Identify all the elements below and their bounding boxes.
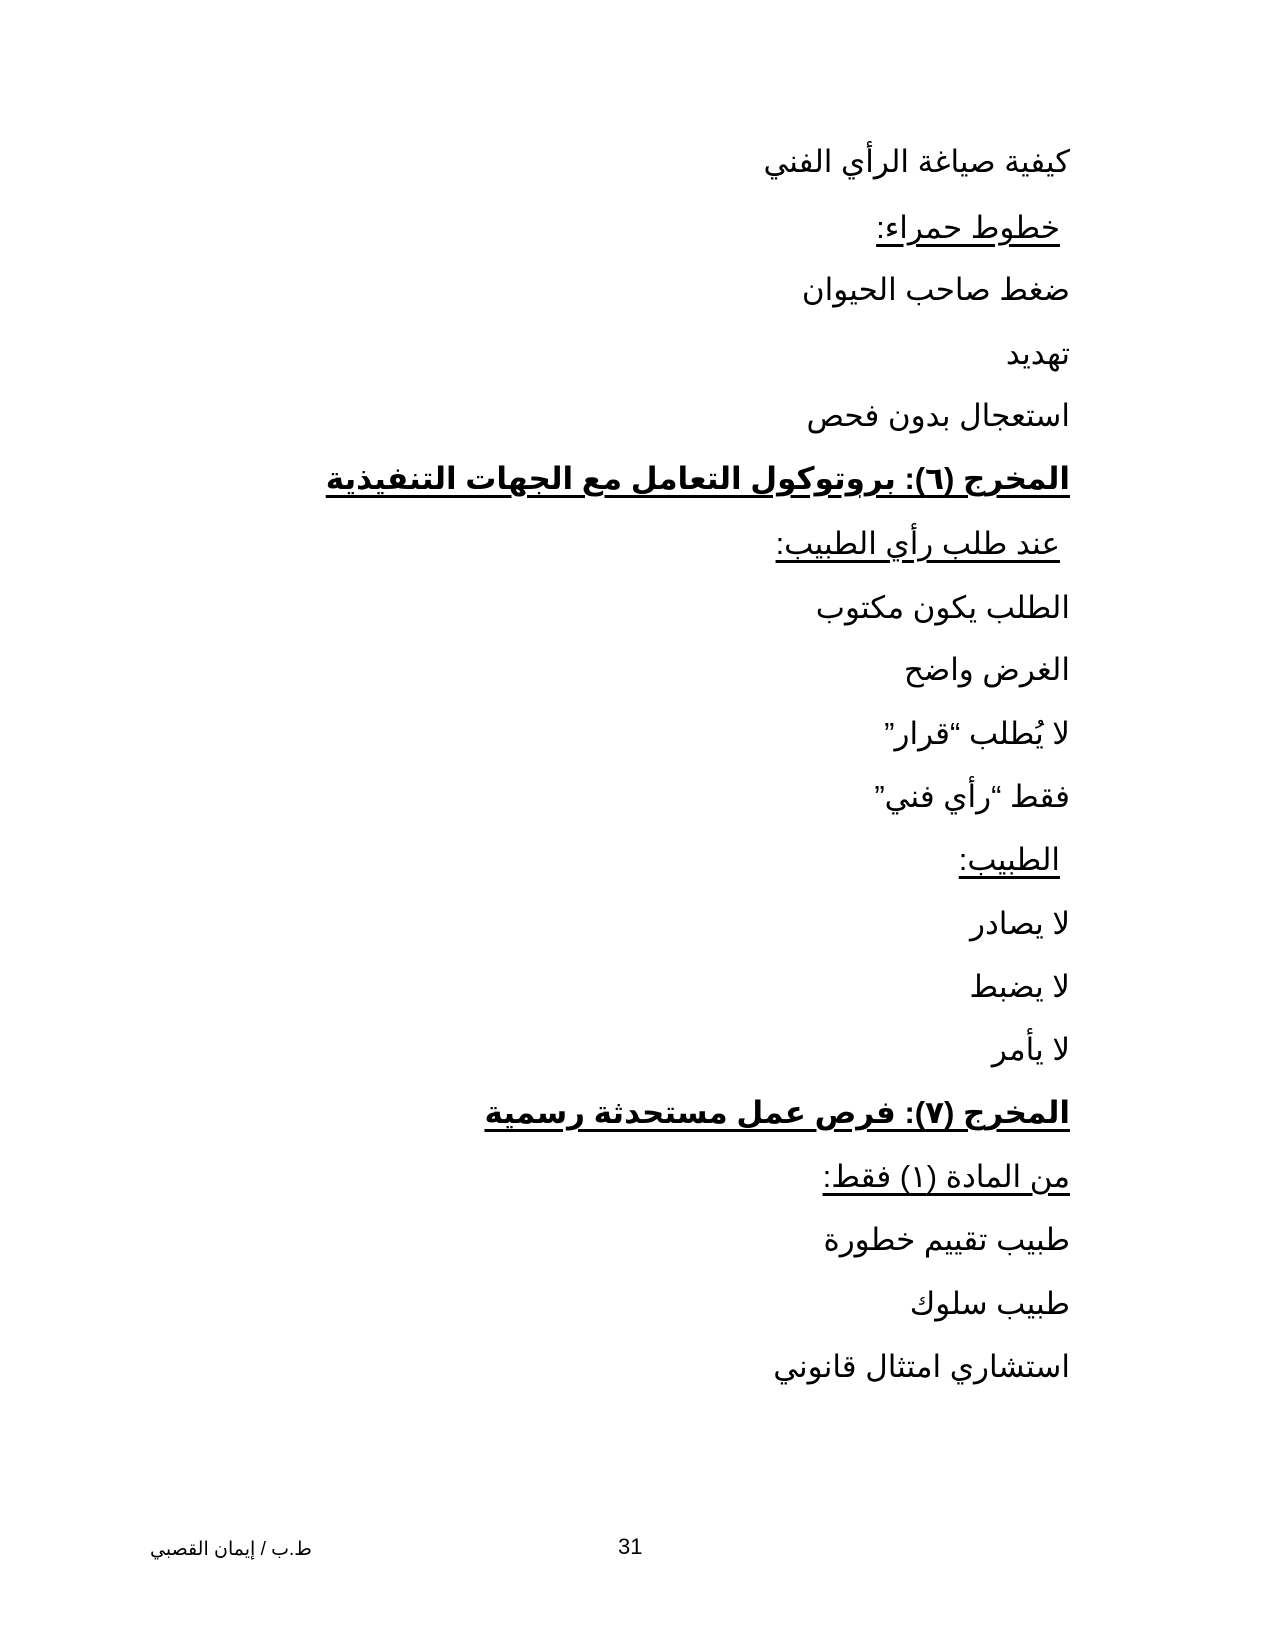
- line-9: الغرض واضح: [903, 652, 1070, 687]
- line-14: لا يضبط: [969, 969, 1070, 1004]
- line-3: ضغط صاحب الحيوان: [801, 272, 1070, 307]
- footer-author: ط.ب / إيمان القصبي: [150, 1539, 312, 1560]
- section-6-heading: المخرج (٦): بروتوكول التعامل مع الجهات التنفيذية: [325, 461, 1070, 496]
- footer-page-number: 31: [618, 1534, 643, 1559]
- line-18: طبيب تقييم خطورة: [823, 1222, 1070, 1257]
- line-17-heading: من المادة (١) فقط:: [822, 1159, 1070, 1194]
- line-2-heading: خطوط حمراء:: [876, 210, 1060, 245]
- section-7-heading: المخرج (٧): فرص عمل مستحدثة رسمية: [484, 1095, 1070, 1130]
- line-4: تهديد: [1005, 336, 1070, 371]
- line-7-heading: عند طلب رأي الطبيب:: [775, 526, 1060, 561]
- line-13: لا يصادر: [969, 906, 1070, 941]
- line-20: استشاري امتثال قانوني: [773, 1349, 1070, 1384]
- line-1: كيفية صياغة الرأي الفني: [763, 144, 1070, 179]
- line-5: استعجال بدون فحص: [806, 398, 1070, 433]
- line-19: طبيب سلوك: [909, 1286, 1070, 1321]
- line-10: لا يُطلب “قرار”: [884, 716, 1070, 751]
- line-12-heading: الطبيب:: [958, 842, 1060, 877]
- line-8: الطلب يكون مكتوب: [815, 590, 1070, 625]
- line-15: لا يأمر: [991, 1032, 1070, 1067]
- line-11: فقط “رأي فني”: [874, 779, 1070, 814]
